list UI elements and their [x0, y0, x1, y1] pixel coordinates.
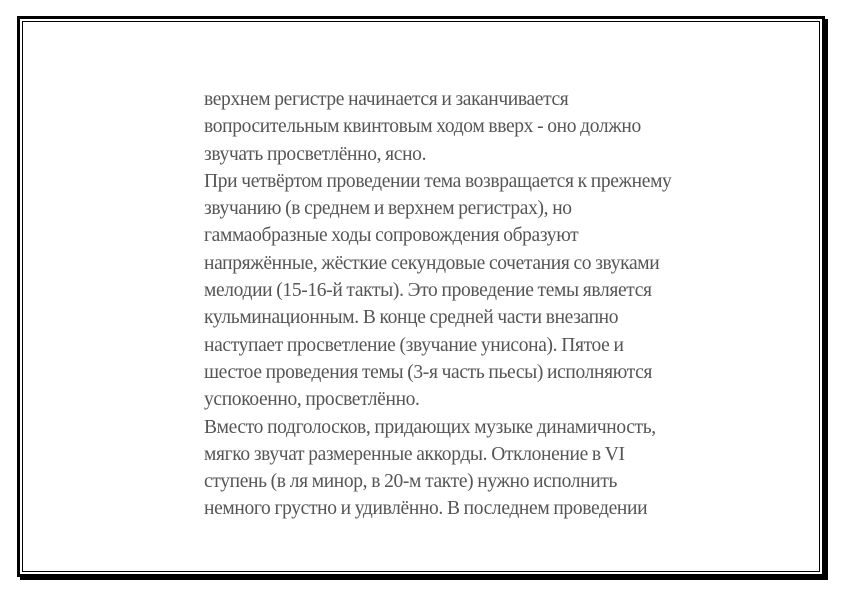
- text-line: мягко звучат размеренные аккорды. Отклонение в VI: [204, 443, 625, 465]
- text-line: напряжённые, жёсткие секундовые сочетания со звуками: [204, 252, 660, 274]
- text-line: вопросительным квинтовым ходом вверх - оно должно: [204, 116, 641, 138]
- text-line: верхнем регистре начинается и заканчивается: [204, 89, 569, 110]
- text-line: гаммаобразные ходы сопровождения образуют: [204, 225, 579, 247]
- text-line: Вместо подголосков, придающих музыке динамичность,: [204, 416, 656, 438]
- text-line: успокоенно, просветлённо.: [204, 389, 420, 411]
- body-text: [204, 86, 744, 523]
- text-line: При четвёртом проведении тема возвращается к прежнему: [204, 170, 672, 192]
- text-line: немного грустно и удивлённо. В последнем проведении: [204, 498, 648, 520]
- text-line: звучанию (в среднем и верхнем регистрах), но: [204, 198, 572, 220]
- text-line: ступень (в ля минор, в 20-м такте) нужно исполнить: [204, 471, 618, 493]
- text-line: кульминационным. В конце средней части внезапно: [204, 307, 619, 329]
- text-line: шестое проведения темы (3-я часть пьесы) исполняются: [204, 361, 653, 383]
- text-line: звучать просветлённо, ясно.: [204, 143, 427, 165]
- text-line: наступает просветление (звучание унисона). Пятое и: [204, 334, 624, 356]
- text-line: мелодии (15-16-й такты). Это проведение темы является: [204, 280, 652, 302]
